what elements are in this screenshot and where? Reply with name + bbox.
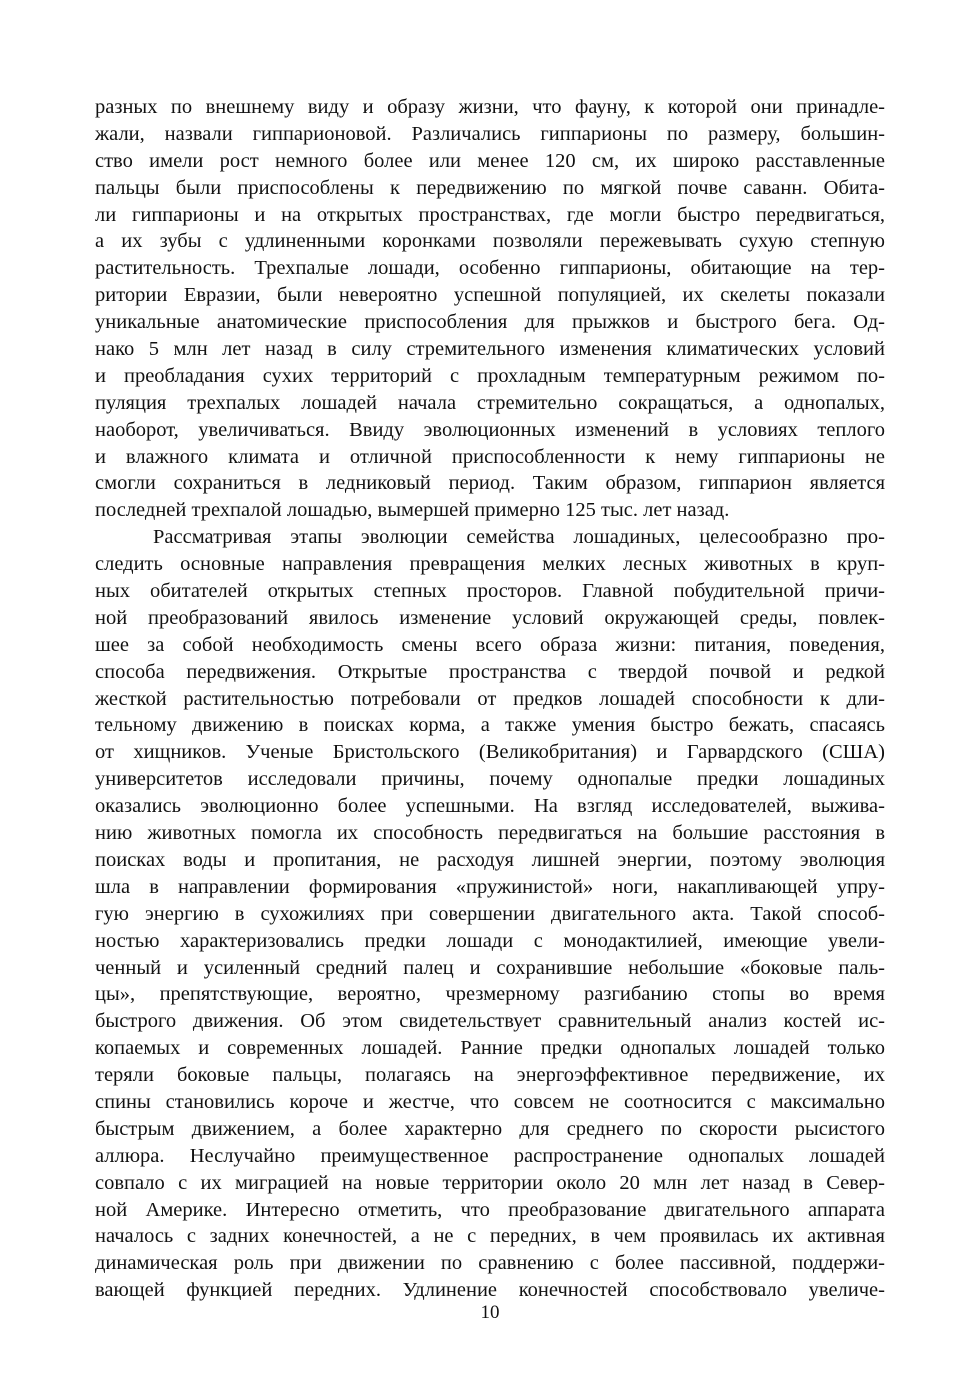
text-line: теряли боковые пальцы, полагаясь на энергоэффективное передвижение, их — [95, 1064, 885, 1087]
text-line: последней трехпалой лошадью, вымершей примерно 125 тыс. лет назад. — [95, 499, 730, 522]
text-line: цы», препятствующие, вероятно, чрезмерному разгибанию стопы во время — [95, 983, 885, 1006]
text-line: Рассматривая этапы эволюции семейства лошадиных, целесообразно про- — [153, 526, 885, 549]
text-line: спины становились короче и жестче, что совсем не соотносится с максимально — [95, 1090, 885, 1113]
paragraph-1 — [95, 94, 885, 524]
text-line: жали, назвали гиппарионовой. Различались гиппарионы по размеру, большин- — [95, 122, 885, 145]
text-line: следить основные направления превращения мелких лесных животных в круп- — [95, 553, 885, 576]
text-line: от хищников. Ученые Бристольского (Великобритания) и Гарвардского (США) — [95, 741, 885, 764]
text-line: университетов исследовали причины, почему однопалые предки лошадиных — [95, 768, 885, 791]
text-line: ритории Евразии, были невероятно успешной популяцией, их скелеты показали — [95, 284, 885, 307]
text-line: совпало с их миграцией на новые территории около 20 млн лет назад в Север- — [95, 1171, 885, 1194]
page-body — [95, 94, 885, 1304]
text-line: ченный и усиленный средний палец и сохранившие небольшие «боковые паль- — [95, 956, 885, 979]
text-line: шее за собой необходимость смены всего образа жизни: питания, поведения, — [95, 633, 885, 656]
text-line: растительность. Трехпалые лошади, особенно гиппарионы, обитающие на тер- — [95, 257, 885, 280]
text-line: нию животных помогла их способность передвигаться на большие расстояния в — [95, 822, 885, 845]
text-line: аллюра. Неслучайно преимущественное распространение однопалых лошадей — [95, 1144, 885, 1167]
paragraph-2 — [95, 524, 885, 1304]
text-line: копаемых и современных лошадей. Ранние предки однопалых лошадей только — [95, 1037, 885, 1060]
text-line: началось с задних конечностей, а не с передних, в чем проявилась их активная — [95, 1225, 885, 1248]
text-line: способа передвижения. Открытые пространства с твердой почвой и редкой — [95, 660, 885, 683]
text-line: наоборот, увеличиваться. Ввиду эволюционных изменений в условиях теплого — [95, 418, 885, 441]
text-line: ли гиппарионы и на открытых пространствах, где могли быстро передвигаться, — [95, 203, 885, 226]
text-line: быстрого движения. Об этом свидетельствует сравнительный анализ костей ис- — [95, 1010, 885, 1033]
text-line: ной Америке. Интересно отметить, что преобразование двигательного аппарата — [95, 1198, 885, 1221]
text-line: а их зубы с удлиненными коронками позволяли пережевывать сухую степную — [95, 230, 885, 253]
text-line: вающей функцией передних. Удлинение конечностей способствовало увеличе- — [95, 1279, 885, 1302]
text-line: жесткой растительностью потребовали от предков лошадей способности к дли- — [95, 687, 885, 710]
text-line: нако 5 млн лет назад в силу стремительного изменения климатических условий — [95, 338, 885, 361]
text-line: ной преобразований явилось изменение условий окружающей среды, повлек- — [95, 606, 885, 629]
page-number: 10 — [480, 1302, 500, 1323]
text-line: ностью характеризовались предки лошади с монодактилией, имеющие увели- — [95, 929, 885, 952]
text-line: пуляция трехпалых лошадей начала стремительно сокращаться, а однопалых, — [95, 391, 885, 414]
text-line: ных обитателей открытых степных просторов. Главной побудительной причи- — [95, 580, 885, 603]
text-line: оказались эволюционно более успешными. На взгляд исследователей, выжива- — [95, 795, 885, 818]
text-line: уникальные анатомические приспособления для прыжков и быстрого бега. Од- — [95, 311, 885, 334]
text-line: гую энергию в сухожилиях при совершении двигательного акта. Такой способ- — [95, 902, 885, 925]
text-line: ство имели рост немного более или менее 120 см, их широко расставленные — [95, 149, 885, 172]
text-line: смогли сохраниться в ледниковый период. Таким образом, гиппарион является — [95, 472, 885, 495]
text-line: тельному движению в поисках корма, а также умения быстро бежать, спасаясь — [95, 714, 885, 737]
text-line: и преобладания сухих территорий с прохладным температурным режимом по- — [95, 364, 885, 387]
text-line: и влажного климата и отличной приспособленности к нему гиппарионы не — [95, 445, 885, 468]
text-line: разных по внешнему виду и образу жизни, что фауну, к которой они принадле- — [95, 96, 885, 118]
text-line: пальцы были приспособлены к передвижению по мягкой почве саванн. Обита- — [95, 176, 885, 199]
text-line: шла в направлении формирования «пружинистой» ноги, накапливающей упру- — [95, 875, 885, 898]
text-line: быстрым движением, а более характерно для среднего по скорости рысистого — [95, 1117, 885, 1140]
text-line: поисках воды и пропитания, не расходуя лишней энергии, поэтому эволюция — [95, 848, 885, 871]
text-line: динамическая роль при движении по сравнению с более пассивной, поддержи- — [95, 1252, 885, 1275]
